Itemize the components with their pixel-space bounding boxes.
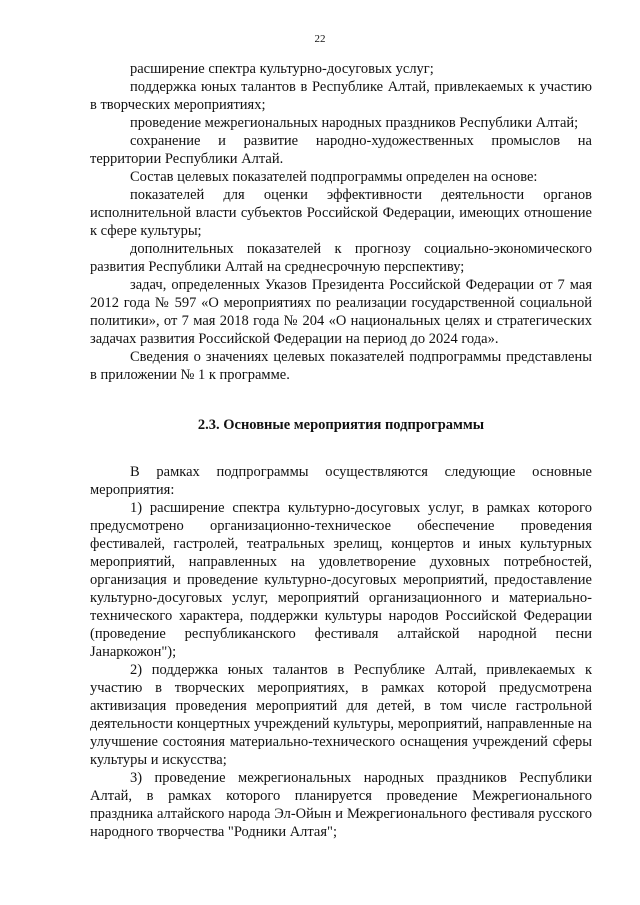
paragraph: В рамках подпрограммы осуществляются следующие основные мероприятия: [90,464,592,498]
section-heading: 2.3. Основные мероприятия подпрограммы [197,417,485,433]
paragraph: дополнительных показателей к прогнозу социально-экономического развития Республики Алтай на среднесрочную перспективу; [90,241,592,275]
paragraph: поддержка юных талантов в Республике Алтай, привлекаемых к участию в творческих мероприятиях; [90,79,592,113]
document-body [90,60,592,841]
paragraph: Состав целевых показателей подпрограммы определен на основе: [130,169,538,185]
paragraph: расширение спектра культурно-досуговых услуг; [130,61,434,77]
paragraph: проведение межрегиональных народных праздников Республики Алтай; [130,115,579,131]
paragraph: 2) поддержка юных талантов в Республике Алтай, привлекаемых к участию в творческих мероприятиях, в рамках которой предусмотрена активизация проведения мероприятий для детей, в том числе гастрольной деятельности концертных учреждений культуры, мероприятий, направленные на улучшение состояния материально-технического оснащения учреждений сферы культуры и искусства; [90,662,592,768]
paragraph: 1) расширение спектра культурно-досуговых услуг, в рамках которого предусмотрено организационно-техническое обеспечение проведения фестивалей, гастролей, театральных зрелищ, концертов и иных культурных мероприятий, направленных на удовлетворение духовных потребностей, организация и проведение культурно-досуговых мероприятий, предоставление культурно-досуговых услуг, мероприятий организационного и материально-технического характера, поддержки культуры народов Российской Федерации (проведение республиканского фестиваля алтайской народной песни Јанаркожон"); [90,500,592,660]
page-number: 22 [314,33,326,45]
paragraph: показателей для оценки эффективности деятельности органов исполнительной власти субъектов Российской Федерации, имеющих отношение к сфере культуры; [90,187,592,239]
paragraph: 3) проведение межрегиональных народных праздников Республики Алтай, в рамках которого планируется проведение Межрегионального праздника алтайского народа Эл-Ойын и Межрегионального фестиваля русского народного творчества "Родники Алтая"; [90,770,592,840]
paragraph: задач, определенных Указов Президента Российской Федерации от 7 мая 2012 года № 597 «О мероприятиях по реализации государственной социальной политики», от 7 мая 2018 года № 204 «О национальных целях и стратегических задачах развития Российской Федерации на период до 2024 года». [90,277,592,347]
paragraph: сохранение и развитие народно-художественных промыслов на территории Республики Алтай. [90,133,592,167]
paragraph: Сведения о значениях целевых показателей подпрограммы представлены в приложении № 1 к программе. [90,349,592,383]
